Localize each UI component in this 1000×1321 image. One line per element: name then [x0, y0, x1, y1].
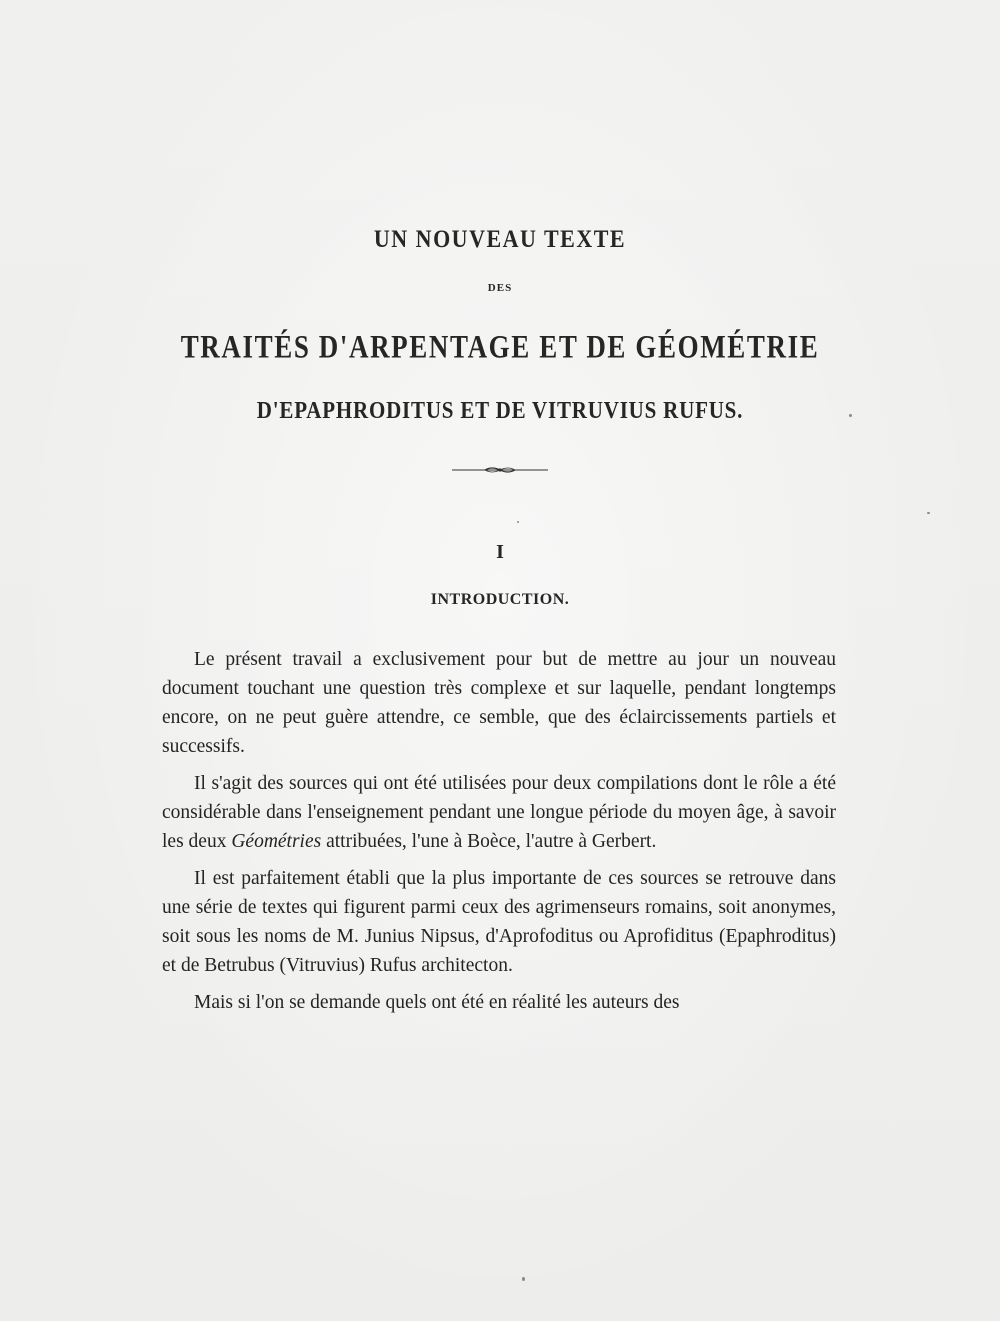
paragraph-1: Le présent travail a exclusivement pour but de mettre au jour un nouveau document touchant une question très complexe et sur laquelle, pendant longtemps encore, on ne peut guère attendre, ce semble, que des éclaircissements partiels et successifs. [162, 649, 836, 757]
heading-subtitle: D'EPAPHRODITUS ET DE VITRUVIUS RUFUS. [256, 396, 744, 424]
heading-des: DES [487, 282, 513, 294]
paragraph-4: Mais si l'on se demande quels ont été en réalité les auteurs des [194, 992, 680, 1013]
heading-line-1: UN NOUVEAU TEXTE [373, 224, 627, 253]
paper-speck [517, 521, 519, 523]
ornamental-divider [450, 460, 550, 480]
body-text [162, 645, 836, 1025]
paper-speck [522, 1277, 525, 1281]
section-title: INTRODUCTION. [430, 591, 570, 608]
section-number: I [496, 541, 504, 563]
paragraph-2 [162, 769, 836, 856]
paragraph-2-text-end: attribuées, l'une à Boèce, l'autre à Gerbert. [321, 831, 657, 852]
heading-main-title: TRAITÉS D'ARPENTAGE ET DE GÉOMÉTRIE [180, 328, 820, 365]
paper-speck [849, 414, 852, 417]
paragraph-3: Il est parfaitement établi que la plus importante de ces sources se retrouve dans une série de textes qui figurent parmi ceux des agrimenseurs romains, soit anonymes, soit sous les noms de M. Junius Nipsus, d'Aprofoditus ou Aprofiditus (Epaphroditus) et de Betrubus (Vitruvius) Rufus architecton. [162, 868, 836, 976]
paper-speck [927, 512, 930, 514]
paragraph-2-text-start: Il s'agit des sources qui ont été utilisées pour deux compilations dont le rôle a été considérable dans l'enseignement pendant une longue période du moyen âge, à savoir les deux [162, 773, 836, 852]
paragraph-2-italic-term: Géométries [231, 831, 322, 852]
